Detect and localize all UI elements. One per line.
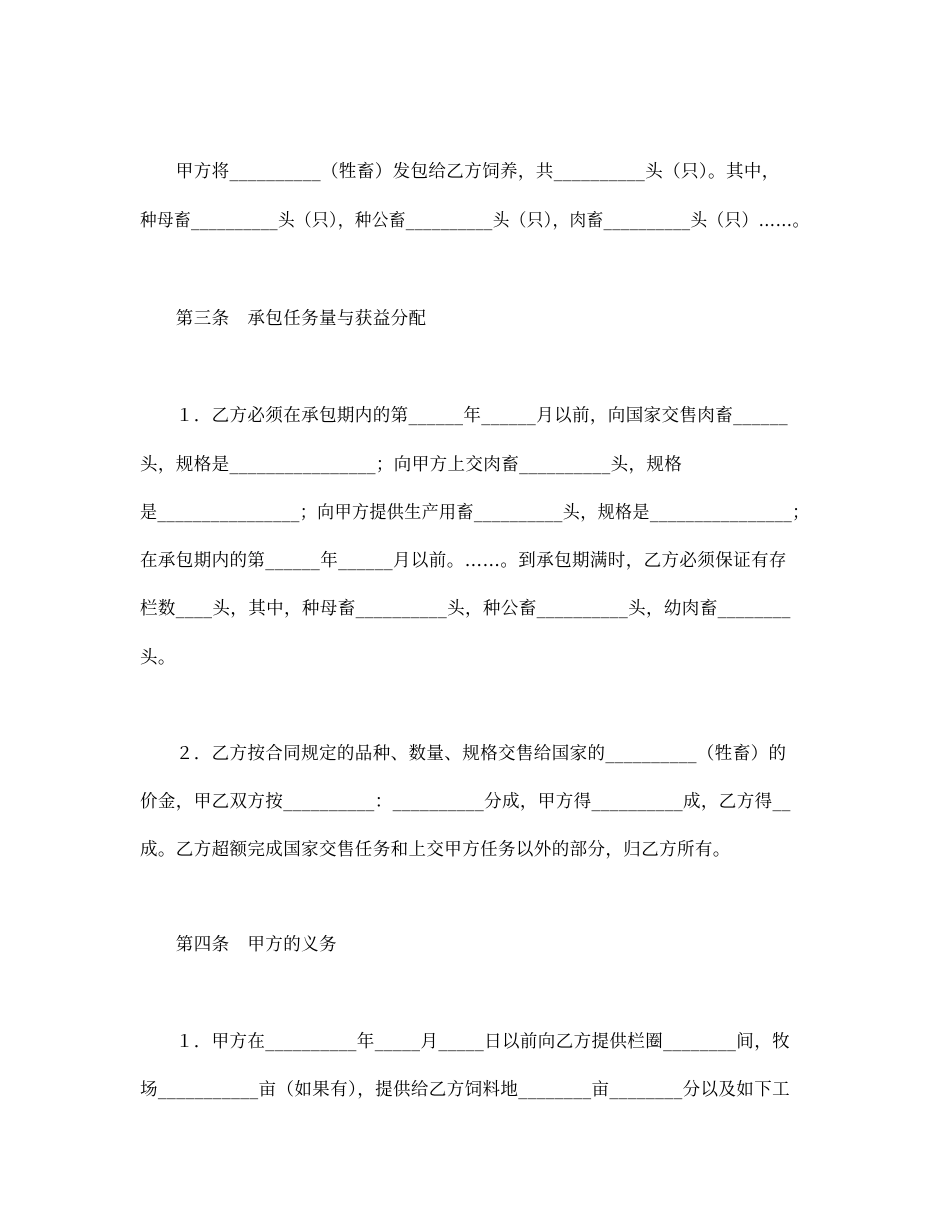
paragraph-line: 甲方将__________（牲畜）发包给乙方饲养，共__________头（只）。其中， xyxy=(140,162,780,182)
section-heading: 第四条 甲方的义务 xyxy=(140,935,337,955)
paragraph-line: 头，规格是________________；向甲方上交肉畜__________头，规格 xyxy=(140,455,683,475)
paragraph-line: 成。乙方超额完成国家交售任务和上交甲方任务以外的部分，归乙方所有。 xyxy=(140,840,731,860)
paragraph-line: 栏数____头，其中，种母畜__________头，种公畜__________头，幼肉畜________ xyxy=(140,599,791,619)
section-heading: 第三条 承包任务量与获益分配 xyxy=(140,309,427,329)
paragraph-line: 是________________；向甲方提供生产用畜__________头，规格是________________； xyxy=(140,503,810,523)
paragraph-line: １．甲方在__________年_____月_____日以前向乙方提供栏圈________间，牧 xyxy=(140,1032,790,1052)
paragraph-line: 头。 xyxy=(140,648,176,668)
paragraph-line: 价金，甲乙双方按__________：__________分成，甲方得__________成，乙方得__ xyxy=(140,792,791,812)
paragraph-line: 在承包期内的第______年______月以前。……。到承包期满时，乙方必须保证有存 xyxy=(140,551,787,571)
paragraph-line: 种母畜__________头（只），种公畜__________头（只），肉畜__________头（只）……。 xyxy=(140,211,810,231)
paragraph-line: 场___________亩（如果有），提供给乙方饲料地________亩________分以及如下工 xyxy=(140,1080,790,1100)
paragraph-line: ２．乙方按合同规定的品种、数量、规格交售给国家的__________（牲畜）的 xyxy=(140,744,787,764)
paragraph-line: １．乙方必须在承包期内的第______年______月以前，向国家交售肉畜______ xyxy=(140,406,788,426)
